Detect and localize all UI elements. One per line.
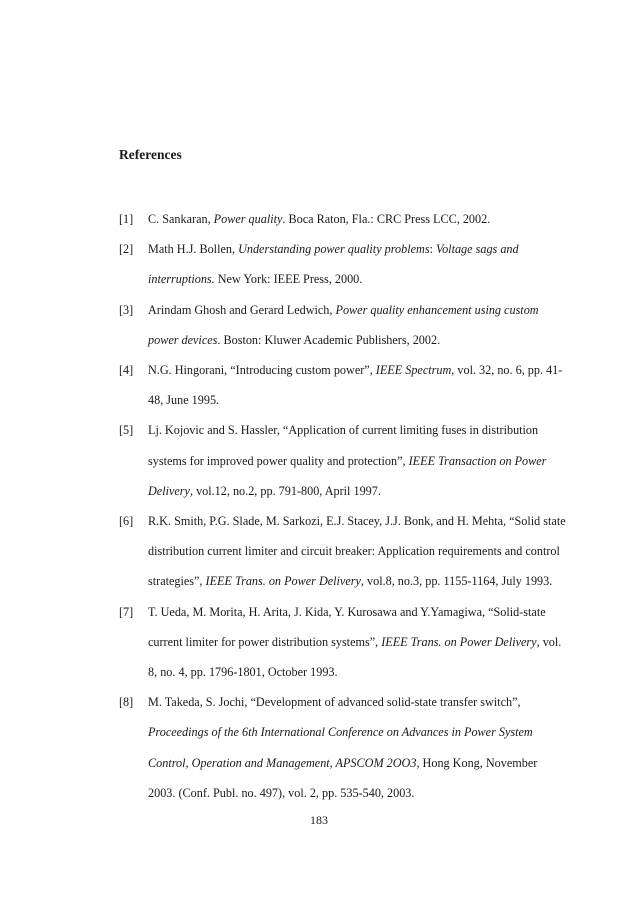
references-heading: References <box>119 147 182 162</box>
reference-segment: Arindam Ghosh and Gerard Ledwich, <box>148 302 336 317</box>
reference-italic-segment: IEEE Trans. on Power Delivery <box>381 634 537 649</box>
reference-text <box>148 543 560 559</box>
reference-text <box>148 302 539 318</box>
reference-italic-segment: power devices <box>148 332 218 347</box>
reference-number: [5] <box>119 423 134 438</box>
reference-segment: , vol. 32, no. 6, pp. 41- <box>451 363 563 377</box>
reference-segment: distribution current limiter and circuit breaker: Application requirements and control <box>148 544 560 559</box>
reference-segment: T. Ueda, M. Morita, H. Arita, J. Kida, Y. Kurosawa and Y.Yamagiwa, “Solid-state <box>148 604 546 619</box>
reference-segment: N.G. Hingorani, “Introducing custom power”, <box>148 363 376 377</box>
reference-segment: systems for improved power quality and protection”, <box>148 453 409 468</box>
reference-italic-segment: IEEE Transaction on Power <box>408 453 547 468</box>
page-number: 183 <box>310 813 328 827</box>
reference-segment: , vol. <box>536 634 562 649</box>
reference-italic-segment: Understanding power quality problems <box>238 242 430 257</box>
reference-text <box>148 724 533 740</box>
reference-number: [7] <box>119 604 134 619</box>
reference-segment: New York: IEEE Press, 2000. <box>214 272 363 287</box>
reference-text <box>148 392 219 408</box>
reference-number: [4] <box>119 363 134 377</box>
reference-italic-segment: Voltage sags and <box>436 242 519 257</box>
reference-segment: . Boston: Kluwer Academic Publishers, 2002. <box>217 332 441 347</box>
reference-text <box>148 332 440 348</box>
reference-segment: M. Takeda, S. Jochi, “Development of advanced solid-state transfer switch”, <box>148 695 521 710</box>
reference-italic-segment: Proceedings of the 6th International Conference on Advances in Power System <box>148 725 533 740</box>
reference-number: [6] <box>119 514 134 528</box>
reference-segment: strategies”, <box>148 574 206 589</box>
reference-text <box>148 241 519 257</box>
reference-text <box>148 573 552 589</box>
reference-number: [2] <box>119 242 134 257</box>
reference-segment: Lj. Kojovic and S. Hassler, “Application of current limiting fuses in distribution <box>148 423 539 438</box>
reference-segment: 48, June 1995. <box>148 393 220 408</box>
reference-segment: C. Sankaran, <box>148 212 214 226</box>
reference-text <box>148 453 546 469</box>
reference-italic-segment: Control, Operation and Management, APSCOM 2OO3 <box>148 755 417 770</box>
reference-text <box>148 271 362 287</box>
reference-text <box>148 664 338 680</box>
reference-text <box>148 513 566 529</box>
reference-italic-segment: Power quality <box>213 212 283 226</box>
reference-text <box>148 362 562 378</box>
reference-segment: , vol.8, no.3, pp. 1155-1164, July 1993. <box>360 574 553 589</box>
reference-text <box>148 211 490 227</box>
reference-segment: , vol.12, no.2, pp. 791-800, April 1997. <box>189 483 381 498</box>
reference-number: [1] <box>119 212 134 226</box>
reference-text <box>148 604 546 620</box>
reference-segment: Math H.J. Bollen, <box>148 242 239 257</box>
reference-italic-segment: Delivery <box>148 483 190 498</box>
reference-italic-segment: interruptions. <box>148 272 215 287</box>
reference-italic-segment: IEEE Trans. on Power Delivery <box>205 574 361 589</box>
reference-number: [8] <box>119 695 134 710</box>
reference-segment: current limiter for power distribution systems”, <box>148 634 382 649</box>
reference-text <box>148 694 521 710</box>
reference-text <box>148 785 414 801</box>
reference-italic-segment: IEEE Spectrum <box>375 363 452 377</box>
reference-text <box>148 422 538 438</box>
reference-segment: . Boca Raton, Fla.: CRC Press LCC, 2002. <box>282 212 491 226</box>
reference-segment: 8, no. 4, pp. 1796-1801, October 1993. <box>148 665 338 679</box>
reference-segment: R.K. Smith, P.G. Slade, M. Sarkozi, E.J. Stacey, J.J. Bonk, and H. Mehta, “Solid state <box>148 514 566 528</box>
reference-segment: 2003. (Conf. Publ. no. 497), vol. 2, pp. 535-540, 2003. <box>148 785 415 800</box>
reference-segment: : <box>429 242 436 257</box>
reference-italic-segment: Power quality enhancement using custom <box>335 302 539 317</box>
reference-text <box>148 483 381 499</box>
reference-text <box>148 755 537 771</box>
reference-number: [3] <box>119 302 134 317</box>
reference-segment: , Hong Kong, November <box>416 755 538 770</box>
reference-text <box>148 634 561 650</box>
